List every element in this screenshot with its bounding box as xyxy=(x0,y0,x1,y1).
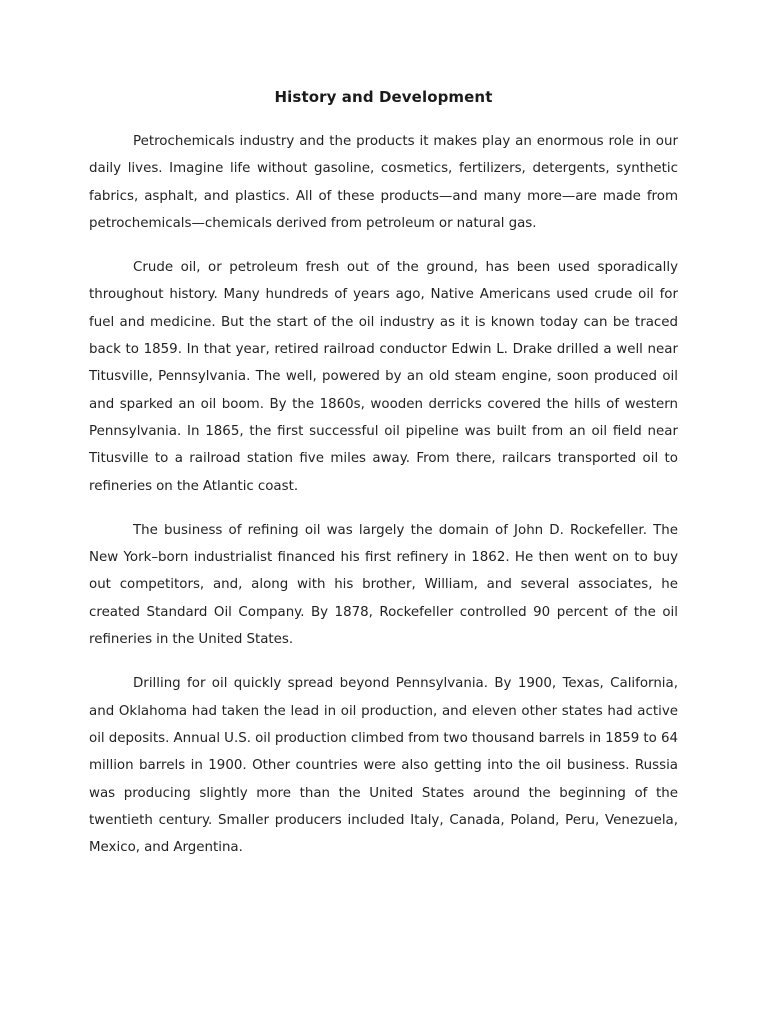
paragraph-intro: Petrochemicals industry and the products it makes play an enormous role in our daily lives. Imagine life without gasoline, cosmetics, fertilizers, detergents, synthetic fabrics, asphalt, and plastics. All of these products—and many more—are made from petrochemicals—chemicals derived from petroleum or natural gas. xyxy=(89,134,678,231)
paragraph-refining: The business of refining oil was largely the domain of John D. Rockefeller. The New York–born industrialist financed his first refinery in 1862. He then went on to buy out competitors, and, along with his brother, William, and several associates, he created Standard Oil Company. By 1878, Rockefeller controlled 90 percent of the oil refineries in the United States. xyxy=(89,522,678,648)
document-page xyxy=(89,88,678,878)
paragraph-crude-oil: Crude oil, or petroleum fresh out of the ground, has been used sporadically throughout history. Many hundreds of years ago, Native Americans used crude oil for fuel and medicine. But the start of the oil industry as it is known today can be traced back to 1859. In that year, retired railroad conductor Edwin L. Drake drilled a well near Titusville, Pennsylvania. The well, powered by an old steam engine, soon produced oil and sparked an oil boom. By the 1860s, wooden derricks covered the hills of western Pennsylvania. In 1865, the first successful oil pipeline was built from an oil field near Titusville to a railroad station five miles away. From there, railcars transported oil to refineries on the Atlantic coast. xyxy=(89,260,678,494)
paragraph-drilling: Drilling for oil quickly spread beyond Pennsylvania. By 1900, Texas, California, and Oklahoma had taken the lead in oil production, and eleven other states had active oil deposits. Annual U.S. oil production climbed from two thousand barrels in 1859 to 64 million barrels in 1900. Other countries were also getting into the oil business. Russia was producing slightly more than the United States around the beginning of the twentieth century. Smaller producers included Italy, Canada, Poland, Peru, Venezuela, Mexico, and Argentina. xyxy=(89,676,678,856)
page-title: History and Development xyxy=(274,88,493,106)
